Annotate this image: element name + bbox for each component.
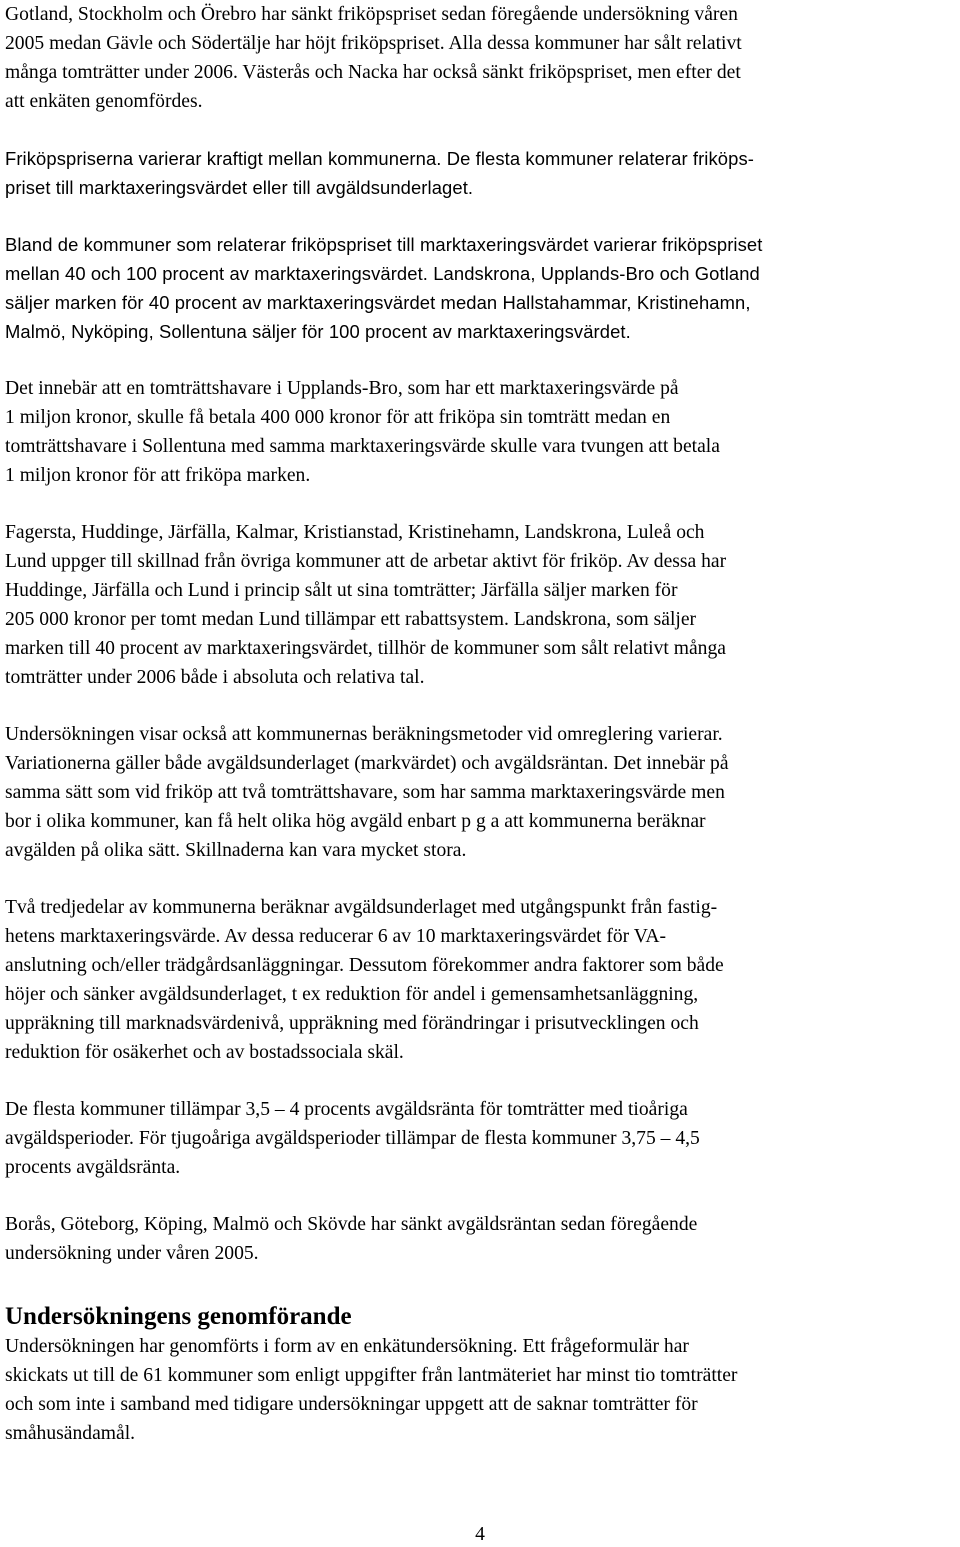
page-number: 4: [475, 1524, 485, 1545]
paragraph-active-frikop: Fagersta, Huddinge, Järfälla, Kalmar, Kristianstad, Kristinehamn, Landskrona, Luleå och Lund uppger till skillnad från övriga kommuner att de arbetar aktivt för friköp. Av dessa har Huddinge, Järfälla och Lund i princip sålt ut sina tomträtter; Järfälla säljer marken för 205 000 kronor per tomt medan Lund tillämpar ett rabattsystem. Landskrona, som säljer marken till 40 procent av marktaxeringsvärdet, tillhör de kommuner som sålt relativt många tomträtter under 2006 både i absoluta och relativa tal.: [5, 522, 727, 688]
paragraph-avgaldsranta: De flesta kommuner tillämpar 3,5 – 4 procents avgäldsränta för tomträtter med tioåriga avgäldsperioder. För tjugoåriga avgäldsperioder tillämpar de flesta kommuner 3,75 – 4,5 procents avgäldsränta.: [5, 1099, 700, 1178]
paragraph-marktaxering-range: Bland de kommuner som relaterar friköpspriset till marktaxeringsvärdet varierar friköpspriset mellan 40 och 100 procent av marktaxeringsvärdet. Landskrona, Upplands-Bro och Gotland säljer marken för 40 procent av marktaxeringsvärdet medan Hallstahammar, Kristinehamn, Malmö, Nyköping, Sollentuna säljer för 100 procent av marktaxeringsvärdet.: [5, 234, 763, 342]
paragraph-avgaldsunderlag: Två tredjedelar av kommunerna beräknar avgäldsunderlaget med utgångspunkt från fastig- hetens marktaxeringsvärde. Av dessa reducerar 6 av 10 marktaxeringsvärdet för VA- anslutning och/eller trädgårdsanläggningar. Dessutom förekommer andra faktorer som både höjer och sänker avgäldsunderlaget, t ex reduktion för andel i gemensamhetsanläggning, uppräkning till marknadsvärdenivå, uppräkning med förändringar i prisutvecklingen och reduktion för osäkerhet och av bostadssociala skäl.: [5, 897, 724, 1063]
paragraph-omreglering-methods: Undersökningen visar också att kommunernas beräkningsmetoder vid omreglering varierar. Variationerna gäller både avgäldsunderlaget (markvärdet) och avgäldsräntan. Det innebär på samma sätt som vid friköp att två tomträttshavare, som har samma marktaxeringsvärde men bor i olika kommuner, kan få helt olika hög avgäld enbart p g a att kommunerna beräknar avgälden på olika sätt. Skillnaderna kan vara mycket stora.: [5, 724, 729, 861]
paragraph-example-upplands-bro: Det innebär att en tomträttshavare i Upplands-Bro, som har ett marktaxeringsvärde på 1 miljon kronor, skulle få betala 400 000 kronor för att friköpa sin tomträtt medan en tomträttshavare i Sollentuna med samma marktaxeringsvärde skulle vara tvungen att betala 1 miljon kronor för att friköpa marken.: [5, 378, 720, 486]
paragraph-frikopspris-changes: Gotland, Stockholm och Örebro har sänkt friköpspriset sedan föregående undersökning våren 2005 medan Gävle och Södertälje har höjt friköpspriset. Alla dessa kommuner har sålt relativt många tomträtter under 2006. Västerås och Nacka har också sänkt friköpspriset, men efter det att enkäten genomfördes.: [5, 4, 742, 112]
document-page: [5, 0, 957, 1448]
paragraph-survey-method: Undersökningen har genomförts i form av en enkätundersökning. Ett frågeformulär har skickats ut till de 61 kommuner som enligt uppgifter från lantmäteriet har minst tio tomträtter och som inte i samband med tidigare undersökningar uppgett att de saknar tomträtter för småhusändamål.: [5, 1336, 738, 1444]
section-heading: Undersökningens genomförande: [5, 1303, 352, 1330]
paragraph-frikopspris-variation: Friköpspriserna varierar kraftigt mellan kommunerna. De flesta kommuner relaterar friköps- priset till marktaxeringsvärdet eller till avgäldsunderlaget.: [5, 148, 754, 198]
paragraph-lowered-ranta: Borås, Göteborg, Köping, Malmö och Skövde har sänkt avgäldsräntan sedan föregående undersökning under våren 2005.: [5, 1214, 698, 1264]
